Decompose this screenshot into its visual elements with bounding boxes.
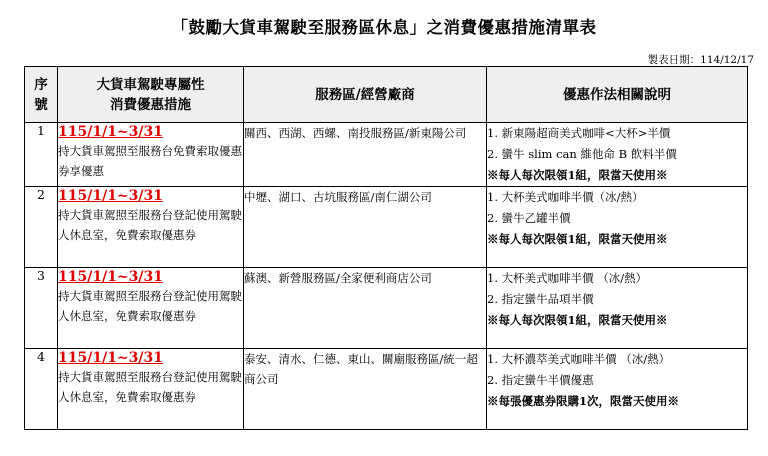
offer-table [24, 66, 748, 430]
measure-cell [58, 349, 244, 430]
measure-cell [58, 123, 244, 187]
area-cell: 中壢、湖口、古坑服務區/南仁湖公司 [244, 187, 487, 268]
row-number: 1 [25, 123, 58, 187]
offer-cell [487, 123, 748, 187]
period-text: 115/1/1~3/31 [58, 188, 163, 204]
row-number: 3 [25, 268, 58, 349]
area-cell: 關西、西湖、西螺、南投服務區/新東陽公司 [244, 123, 487, 187]
header-row [25, 67, 748, 123]
offer-cell [487, 187, 748, 268]
header-area: 服務區/經營廠商 [244, 67, 487, 123]
offer-note: ※每張優惠券限購1次，限當天使用※ [487, 394, 679, 408]
area-cell: 蘇澳、新營服務區/全家便利商店公司 [244, 268, 487, 349]
offer-item: 2. 蠻牛 slim can 維他命 B 飲料半價 [487, 147, 677, 161]
table-row [25, 187, 748, 268]
offer-cell [487, 349, 748, 430]
date-label: 製表日期：114/12/17 [647, 54, 754, 66]
offer-item: 2. 蠻牛乙罐半價 [487, 211, 571, 225]
measure-cell [58, 268, 244, 349]
table-row [25, 123, 748, 187]
offer-item: 1. 新東陽超商美式咖啡<大杯>半價 [487, 126, 671, 140]
offer-item: 2. 指定蠻牛半價優惠 [487, 373, 594, 387]
offer-note: ※每人每次限領1組，限當天使用※ [487, 313, 668, 327]
offer-item: 1. 大杯濃萃美式咖啡半價 （冰/熱） [487, 352, 671, 366]
header-offer: 優惠作法相關說明 [487, 67, 748, 123]
period-text: 115/1/1~3/31 [58, 124, 163, 140]
table-row [25, 268, 748, 349]
row-number: 2 [25, 187, 58, 268]
area-cell: 泰安、清水、仁德、東山、關廟服務區/統一超商公司 [244, 349, 487, 430]
measure-description: 持大貨車駕照至服務台登記使用駕駛人休息室，免費索取優惠券 [58, 370, 242, 404]
offer-note: ※每人每次限領1組，限當天使用※ [487, 168, 668, 182]
offer-item: 1. 大杯美式咖啡半價 （冰/熱） [487, 271, 648, 285]
offer-note: ※每人每次限領1組，限當天使用※ [487, 232, 668, 246]
period-text: 115/1/1~3/31 [58, 269, 163, 285]
measure-cell [58, 187, 244, 268]
row-number: 4 [25, 349, 58, 430]
document-title: 「鼓勵大貨車駕駛至服務區休息」之消費優惠措施清單表 [171, 18, 597, 37]
header-no: 序號 [25, 67, 58, 123]
measure-description: 持大貨車駕照至服務台登記使用駕駛人休息室，免費索取優惠券 [58, 289, 242, 323]
measure-description: 持大貨車駕照至服務台登記使用駕駛人休息室，免費索取優惠券 [58, 208, 242, 242]
period-text: 115/1/1~3/31 [58, 350, 163, 366]
offer-item: 2. 指定蠻牛品項半價 [487, 292, 594, 306]
header-measure: 大貨車駕駛專屬性 消費優惠措施 [58, 67, 244, 123]
offer-cell [487, 268, 748, 349]
measure-description: 持大貨車駕照至服務台免費索取優惠券享優惠 [58, 144, 242, 178]
offer-item: 1. 大杯美式咖啡半價（冰/熱） [487, 190, 644, 204]
table-row [25, 349, 748, 430]
